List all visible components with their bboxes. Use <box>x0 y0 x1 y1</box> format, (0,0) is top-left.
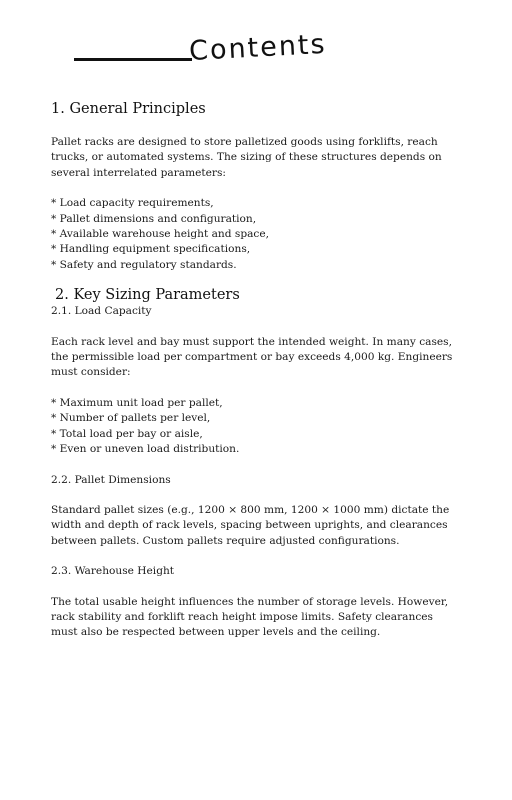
list-item: * Available warehouse height and space, <box>51 228 269 241</box>
list-item: * Pallet dimensions and configuration, <box>51 212 257 225</box>
document-content <box>51 98 461 641</box>
title-rule <box>74 58 192 61</box>
load-capacity-list <box>51 396 461 458</box>
warehouse-height-body: The total usable height influences the number of storage levels. However, rack stability and forklift reach height impose limits. Safety clearances must also be respected between upper levels and the ceiling. <box>51 595 449 639</box>
pallet-dimensions-body: Standard pallet sizes (e.g., 1200 × 800 mm, 1200 × 1000 mm) dictate the width and depth of rack levels, spacing between uprights, and clearances between pallets. Custom pallets require adjusted configurations. <box>51 503 450 547</box>
list-item: * Load capacity requirements, <box>51 197 214 210</box>
list-item: * Total load per bay or aisle, <box>51 427 203 440</box>
subheading-load-capacity: 2.1. Load Capacity <box>51 305 152 318</box>
list-item: * Handling equipment specifications, <box>51 243 251 256</box>
load-capacity-body: Each rack level and bay must support the intended weight. In many cases, the permissible load per compartment or bay exceeds 4,000 kg. Engineers must consider: <box>51 335 453 379</box>
title-block <box>74 28 374 76</box>
subheading-pallet-dimensions: 2.2. Pallet Dimensions <box>51 473 171 486</box>
list-item: * Even or uneven load distribution. <box>51 443 240 456</box>
subheading-warehouse-height: 2.3. Warehouse Height <box>51 565 175 578</box>
list-item: * Number of pallets per level, <box>51 412 211 425</box>
section-heading-key: 2. Key Sizing Parameters <box>55 287 240 304</box>
general-list <box>51 196 461 273</box>
section-heading-general: 1. General Principles <box>51 101 206 117</box>
list-item: * Safety and regulatory standards. <box>51 258 237 271</box>
list-item: * Maximum unit load per pallet, <box>51 396 223 409</box>
page-title: Contents <box>188 28 328 67</box>
general-intro: Pallet racks are designed to store palletized goods using forklifts, reach trucks, or automated systems. The sizing of these structures depends on several interrelated parameters: <box>51 136 442 179</box>
